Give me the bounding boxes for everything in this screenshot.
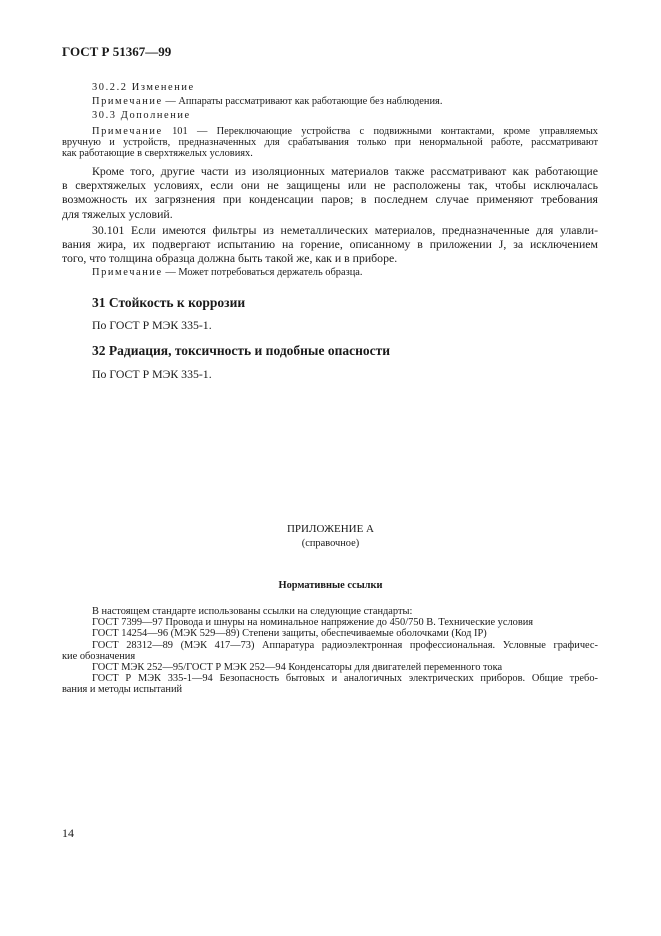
note-label: Примечание bbox=[92, 96, 163, 107]
appendix-heading: Нормативные ссылки bbox=[278, 580, 383, 591]
section-30-3-note bbox=[62, 126, 598, 160]
appendix-title: ПРИЛОЖЕНИЕ А bbox=[286, 523, 374, 535]
section-heading-text: 30.2.2 Изменение bbox=[92, 82, 195, 93]
reference-item-continuation: вания и методы испытаний bbox=[62, 684, 183, 696]
section-30-2-2-note bbox=[92, 96, 592, 107]
note-label: Примечание bbox=[92, 267, 163, 278]
appendix-subtitle: (справочное) bbox=[301, 538, 360, 549]
section-32-heading: 32 Радиация, токсичность и подобные опасности bbox=[92, 343, 391, 358]
note-line-2: вручную и устройств, предназначенных для срабатывания только при ненормальной работе, рассматривают bbox=[62, 137, 598, 149]
section-heading-text: 30.3 Дополнение bbox=[92, 110, 191, 121]
note-text: — Может потребоваться держатель образца. bbox=[162, 267, 363, 278]
section-31-heading: 31 Стойкость к коррозии bbox=[92, 295, 246, 310]
note-line-1: Примечание 101 — Переключающие устройства с подвижными контактами, кроме управляемых bbox=[92, 126, 598, 137]
paragraph-line-4: для тяжелых условий. bbox=[62, 206, 173, 221]
reference-item-continuation: кие обозначения bbox=[62, 650, 136, 662]
paragraph-line-3: того, что толщина образца должна быть такой же, как и в приборе. bbox=[62, 251, 398, 266]
section-30-3-heading bbox=[92, 110, 592, 121]
page-number: 14 bbox=[62, 826, 74, 840]
note-label: Примечание bbox=[92, 126, 163, 137]
section-30-2-2-heading bbox=[92, 82, 592, 93]
paragraph-line-3: возможность их загрязнения при конденсации паров; в последнем случае применяют требования bbox=[62, 192, 598, 207]
note-line-3: как работающие в сверхтяжелых условиях. bbox=[62, 148, 253, 160]
section-31-text: По ГОСТ Р МЭК 335-1. bbox=[92, 318, 212, 332]
reference-item: ГОСТ 28312—89 (МЭК 417—73) Аппаратура радиоэлектронная профессиональная. Условные графичес- bbox=[92, 639, 598, 651]
section-30-3-paragraph bbox=[62, 164, 598, 221]
reference-item: ГОСТ 14254—96 (МЭК 529—89) Степени защиты, обеспечиваемые оболочками (Код IP) bbox=[92, 628, 487, 640]
references-intro: В настоящем стандарте использованы ссылки на следующие стандарты: bbox=[92, 606, 413, 617]
note-text: — Аппараты рассматривают как работающие без наблюдения. bbox=[162, 96, 443, 107]
reference-item: ГОСТ 7399—97 Провода и шнуры на номинальное напряжение до 450/750 В. Технические условия bbox=[92, 617, 534, 629]
reference-item: ГОСТ МЭК 252—95/ГОСТ Р МЭК 252—94 Конденсаторы для двигателей переменного тока bbox=[92, 662, 503, 674]
references-list bbox=[62, 606, 598, 696]
paragraph-line-2: вания жира, их подвергают испытанию на горение, описанному в приложении J, за исключением bbox=[62, 237, 598, 252]
section-30-101-note bbox=[92, 267, 592, 278]
section-30-101-paragraph bbox=[62, 223, 598, 266]
paragraph-line-2: в сверхтяжелых условиях, если они не защищены или не расположены так, чтобы исключалась bbox=[62, 178, 598, 193]
reference-item: ГОСТ Р МЭК 335-1—94 Безопасность бытовых и аналогичных электрических приборов. Общие требо- bbox=[92, 673, 598, 685]
section-32-text: По ГОСТ Р МЭК 335-1. bbox=[92, 367, 212, 381]
paragraph-line-1: Кроме того, другие части из изоляционных материалов также рассматривают как работающие bbox=[92, 164, 598, 178]
document-header: ГОСТ Р 51367—99 bbox=[62, 44, 172, 59]
paragraph-line-1: 30.101 Если имеются фильтры из неметаллических материалов, предназначенные для улавли- bbox=[92, 223, 598, 237]
